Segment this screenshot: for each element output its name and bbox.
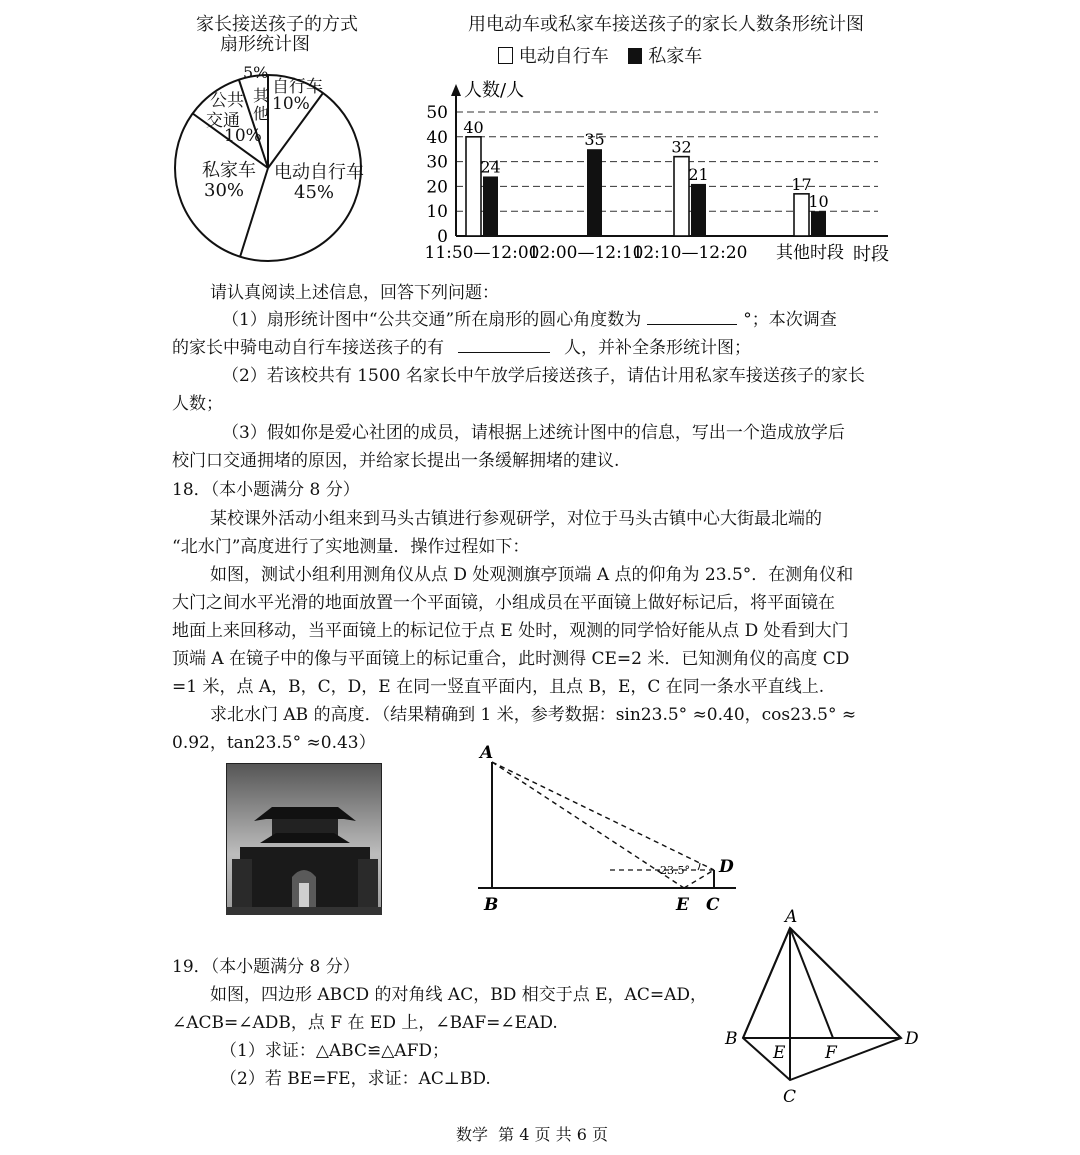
bar-label-ebike: 32 (671, 137, 692, 157)
bar-label-car: 35 (584, 130, 605, 150)
bar-label-car: 10 (808, 192, 829, 212)
bar-car (587, 149, 602, 236)
pie-title-line2: 扇形统计图 (220, 34, 310, 55)
q19-line: （1）求证：△ABC≌△AFD； (220, 1041, 450, 1061)
q17-part1-line2 (172, 334, 751, 362)
q17-part1-text-c: 的家长中骑电动自行车接送孩子的有 (172, 338, 444, 358)
q17-part1-text-a: （1）扇形统计图中“公共交通”所在扇形的圆心角度数为 (222, 310, 642, 330)
q18-line: 顶端 A 在镜子中的像与平面镜上的标记重合，此时测得 CE=2 米．已知测角仪的高度 CD (172, 649, 850, 669)
label-A: A (785, 907, 798, 927)
q18-line: 大门之间水平光滑的地面放置一个平面镜，小组成员在平面镜上做好标记后，将平面镜在 (172, 593, 835, 613)
label-C: C (706, 895, 720, 915)
bar-label-ebike: 40 (463, 117, 484, 137)
bar-label-car: 24 (480, 157, 501, 177)
pie-chart (170, 8, 370, 278)
bar-chart (410, 8, 900, 270)
bar-label-ebike: 17 (791, 174, 812, 194)
pie-label-other-pct: 5% (243, 63, 269, 82)
sight-line-AE (492, 762, 684, 888)
q17-intro: 请认真阅读上述信息，回答下列问题： (210, 283, 499, 303)
q17-part3-line2: 校门口交通拥堵的原因，并给家长提出一条缓解拥堵的建议. (172, 451, 620, 471)
label-F: F (825, 1043, 837, 1063)
sight-line-AD (492, 762, 714, 870)
pie-label-bike-pct: 10% (272, 94, 310, 114)
q18-line: =1 米，点 A，B，C，D，E 在同一竖直平面内，且点 B，E，C 在同一条水平直线上. (172, 677, 825, 697)
pie-label-other-2: 他 (253, 104, 270, 123)
q17-part2-line2: 人数； (172, 394, 223, 414)
q17-part1-line1 (222, 306, 837, 334)
pie-label-transit-2: 交通 (206, 111, 240, 131)
segment-AD (790, 928, 901, 1038)
q18-line: 如图，测试小组利用测角仪从点 D 处观测旗亭顶端 A 点的仰角为 23.5°．在测角仪和 (210, 565, 854, 585)
quadrilateral-ABCD (743, 928, 901, 1080)
q18-line: 地面上来回移动，当平面镜上的标记位于点 E 处时，观测的同学恰好能从点 D 处看到大门 (172, 621, 849, 641)
x-tick-label: 11:50—12:00 (424, 243, 540, 263)
bar-car (483, 176, 498, 236)
bar-ebike (794, 194, 809, 236)
segment-AF (790, 928, 833, 1038)
angle-label: 23.5° (660, 864, 690, 877)
label-B: B (484, 895, 499, 915)
pie-label-transit-1: 公共 (210, 91, 244, 111)
bar-car (691, 184, 706, 236)
x-tick-label: 其他时段 (776, 243, 844, 263)
pie-label-ebike-pct: 45% (294, 182, 335, 203)
y-axis-arrow (451, 84, 461, 96)
pie-label-car-pct: 30% (204, 180, 245, 201)
y-tick-label: 20 (426, 177, 448, 198)
pie-label-other-1: 其 (253, 86, 270, 105)
q19-line: （2）若 BE=FE，求证：AC⊥BD. (220, 1069, 491, 1089)
label-D: D (905, 1029, 919, 1049)
label-A: A (480, 743, 494, 763)
q17-part3-line1: （3）假如你是爱心社团的成员，请根据上述统计图中的信息，写出一个造成放学后 (222, 423, 845, 443)
north-gate-photo (226, 763, 382, 915)
bar-chart-title: 用电动车或私家车接送孩子的家长人数条形统计图 (468, 14, 864, 35)
q18-line: 求北水门 AB 的高度．（结果精确到 1 米，参考数据：sin23.5° ≈0.40，cos23.5° ≈ (210, 705, 857, 725)
q18-heading: 18．（本小题满分 8 分） (172, 480, 360, 500)
q19-line: ∠ACB=∠ADB，点 F 在 ED 上，∠BAF=∠EAD. (172, 1013, 558, 1033)
x-tick-label: 12:10—12:20 (632, 243, 748, 263)
label-E: E (773, 1043, 786, 1063)
answer-blank-count[interactable] (458, 334, 550, 353)
y-tick-label: 50 (426, 103, 448, 123)
q18-line: 某校课外活动小组来到马头古镇进行参观研学，对位于马头古镇中心大街最北端的 (210, 509, 822, 529)
label-D: D (719, 857, 734, 877)
segment-AB (743, 928, 790, 1038)
bar-ebike (466, 137, 481, 236)
answer-blank-angle[interactable] (647, 306, 737, 325)
q18-line: 0.92，tan23.5° ≈0.43） (172, 733, 376, 753)
q17-part1-text-d: 人，并补全条形统计图； (564, 338, 751, 358)
pie-label-transit-pct: 10% (224, 126, 262, 146)
page-footer: 数学 第 4 页 共 6 页 (456, 1125, 608, 1144)
y-tick-label: 10 (426, 202, 448, 223)
legend-label-car: 私家车 (648, 46, 703, 67)
q19-heading: 19．（本小题满分 8 分） (172, 957, 360, 977)
q19-line: 如图，四边形 ABCD 的对角线 AC，BD 相交于点 E，AC=AD， (210, 985, 707, 1005)
label-C: C (783, 1087, 797, 1107)
y-tick-label: 0 (437, 227, 448, 247)
pie-title-line1: 家长接送孩子的方式 (196, 14, 358, 35)
bar-car (811, 211, 826, 236)
y-tick-label: 30 (426, 152, 448, 173)
q18-line: “北水门”高度进行了实地测量．操作过程如下： (172, 537, 530, 557)
label-E: E (676, 895, 689, 915)
bar-ebike (674, 157, 689, 236)
x-tick-label: 12:00—12:10 (528, 243, 644, 263)
q17-part1-text-b: °；本次调查 (743, 310, 837, 330)
pie-label-car: 私家车 (202, 160, 256, 181)
bar-label-car: 21 (688, 164, 709, 184)
y-tick-label: 40 (426, 127, 448, 148)
bar-chart-svg (410, 8, 900, 270)
q17-part2-line1: （2）若该校共有 1500 名家长中午放学后接送孩子，请估计用私家车接送孩子的家长 (222, 366, 865, 386)
legend-label-ebike: 电动自行车 (518, 46, 609, 67)
x-axis-label: 时段 (853, 244, 889, 265)
q18-figure (470, 740, 750, 920)
y-axis-label: 人数/人 (464, 80, 525, 101)
q19-figure (715, 900, 935, 1110)
pie-label-bike: 自行车 (272, 77, 323, 97)
label-B: B (725, 1029, 738, 1049)
pie-label-ebike: 电动自行车 (274, 162, 364, 183)
